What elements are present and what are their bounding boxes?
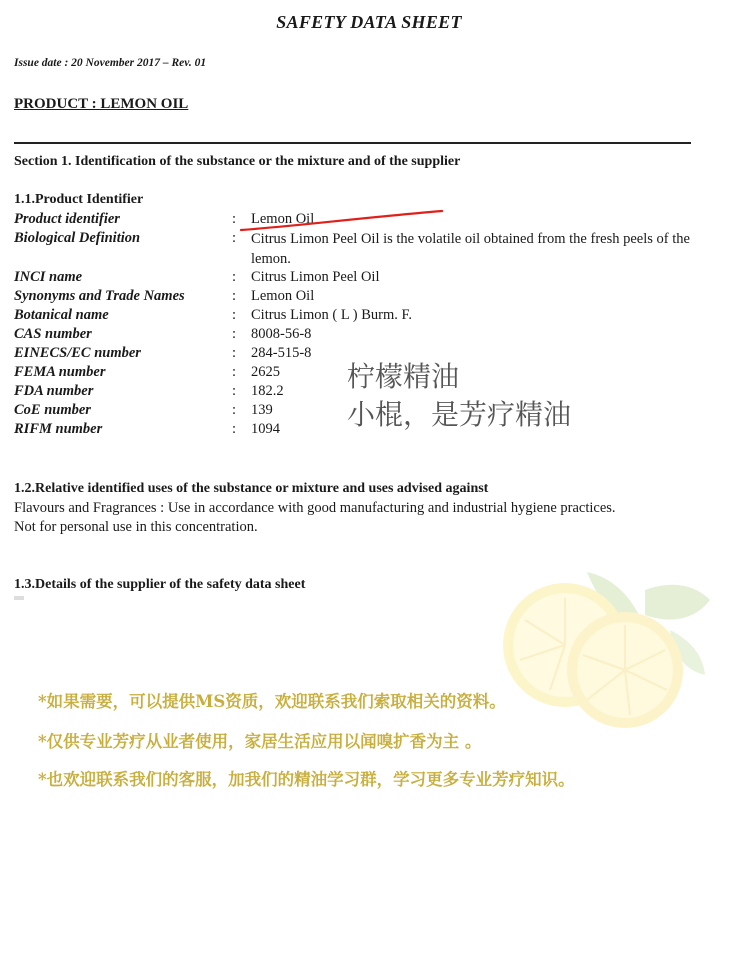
row-value: Lemon Oil [251,288,315,304]
row-label: INCI name [14,269,83,285]
cn-subtitle: 小棍，是芳疗精油 [347,398,572,431]
row-colon: : [232,211,237,227]
row-colon: : [232,288,237,304]
row-value: 8008-56-8 [251,326,312,342]
row-value: 1094 [251,421,280,437]
issue-date: Issue date : 20 November 2017 – Rev. 01 [14,57,207,69]
row-colon: : [232,269,237,285]
row-colon: : [232,307,237,323]
divider [14,142,691,144]
uses-text: Flavours and Fragrances : Use in accordance with good manufacturing and industrial hygiene practices. [14,500,616,516]
row-colon: : [232,345,237,361]
note-line: *如果需要，可以提供MS资质，欢迎联系我们索取相关的资料。 [38,692,506,711]
cn-title: 柠檬精油 [347,360,460,393]
row-value: 182.2 [251,383,284,399]
row-label: CAS number [14,326,92,342]
row-label: Biological Definition [14,230,141,246]
row-label: FDA number [14,383,94,399]
row-value: 2625 [251,364,280,380]
section-heading: Section 1. Identification of the substance or the mixture and of the supplier [14,154,461,169]
subsection-heading-1-3: 1.3.Details of the supplier of the safety data sheet [14,577,306,592]
row-label: CoE number [14,402,91,418]
row-colon: : [232,383,237,399]
lemon-mint-decoration [495,560,725,790]
row-value: Citrus Limon Peel Oil [251,269,380,285]
row-label: Synonyms and Trade Names [14,288,185,304]
product-name: PRODUCT : LEMON OIL [14,96,189,112]
row-value: Citrus Limon ( L ) Burm. F. [251,307,413,323]
row-value: Lemon Oil [251,211,315,227]
row-colon: : [232,421,237,437]
row-label: EINECS/EC number [14,345,141,361]
red-pen-underline-icon [238,206,448,236]
row-label: FEMA number [14,364,106,380]
row-colon: : [232,402,237,418]
row-label: Botanical name [14,307,109,323]
note-line: *也欢迎联系我们的客服，加我们的精油学习群，学习更多专业芳疗知识。 [38,770,575,789]
cut-off-text [14,596,24,600]
subsection-heading-1-2: 1.2.Relative identified uses of the substance or mixture and uses advised against [14,481,489,496]
mint-leaf-icon [645,585,710,620]
row-label: Product identifier [14,211,120,227]
note-line: *仅供专业芳疗从业者使用，家居生活应用以闻嗅扩香为主 。 [38,732,482,751]
document-title: SAFETY DATA SHEET [276,12,462,32]
row-value: 284-515-8 [251,345,312,361]
row-value: Citrus Limon Peel Oil is the volatile oil obtained from the fresh peels of the lemon. [251,231,690,267]
row-value: 139 [251,402,273,418]
row-colon: : [232,364,237,380]
subsection-heading-1-1: 1.1.Product Identifier [14,192,144,207]
row-colon: : [232,230,237,246]
uses-text: Not for personal use in this concentration. [14,519,258,535]
row-label: RIFM number [14,421,103,437]
row-colon: : [232,326,237,342]
